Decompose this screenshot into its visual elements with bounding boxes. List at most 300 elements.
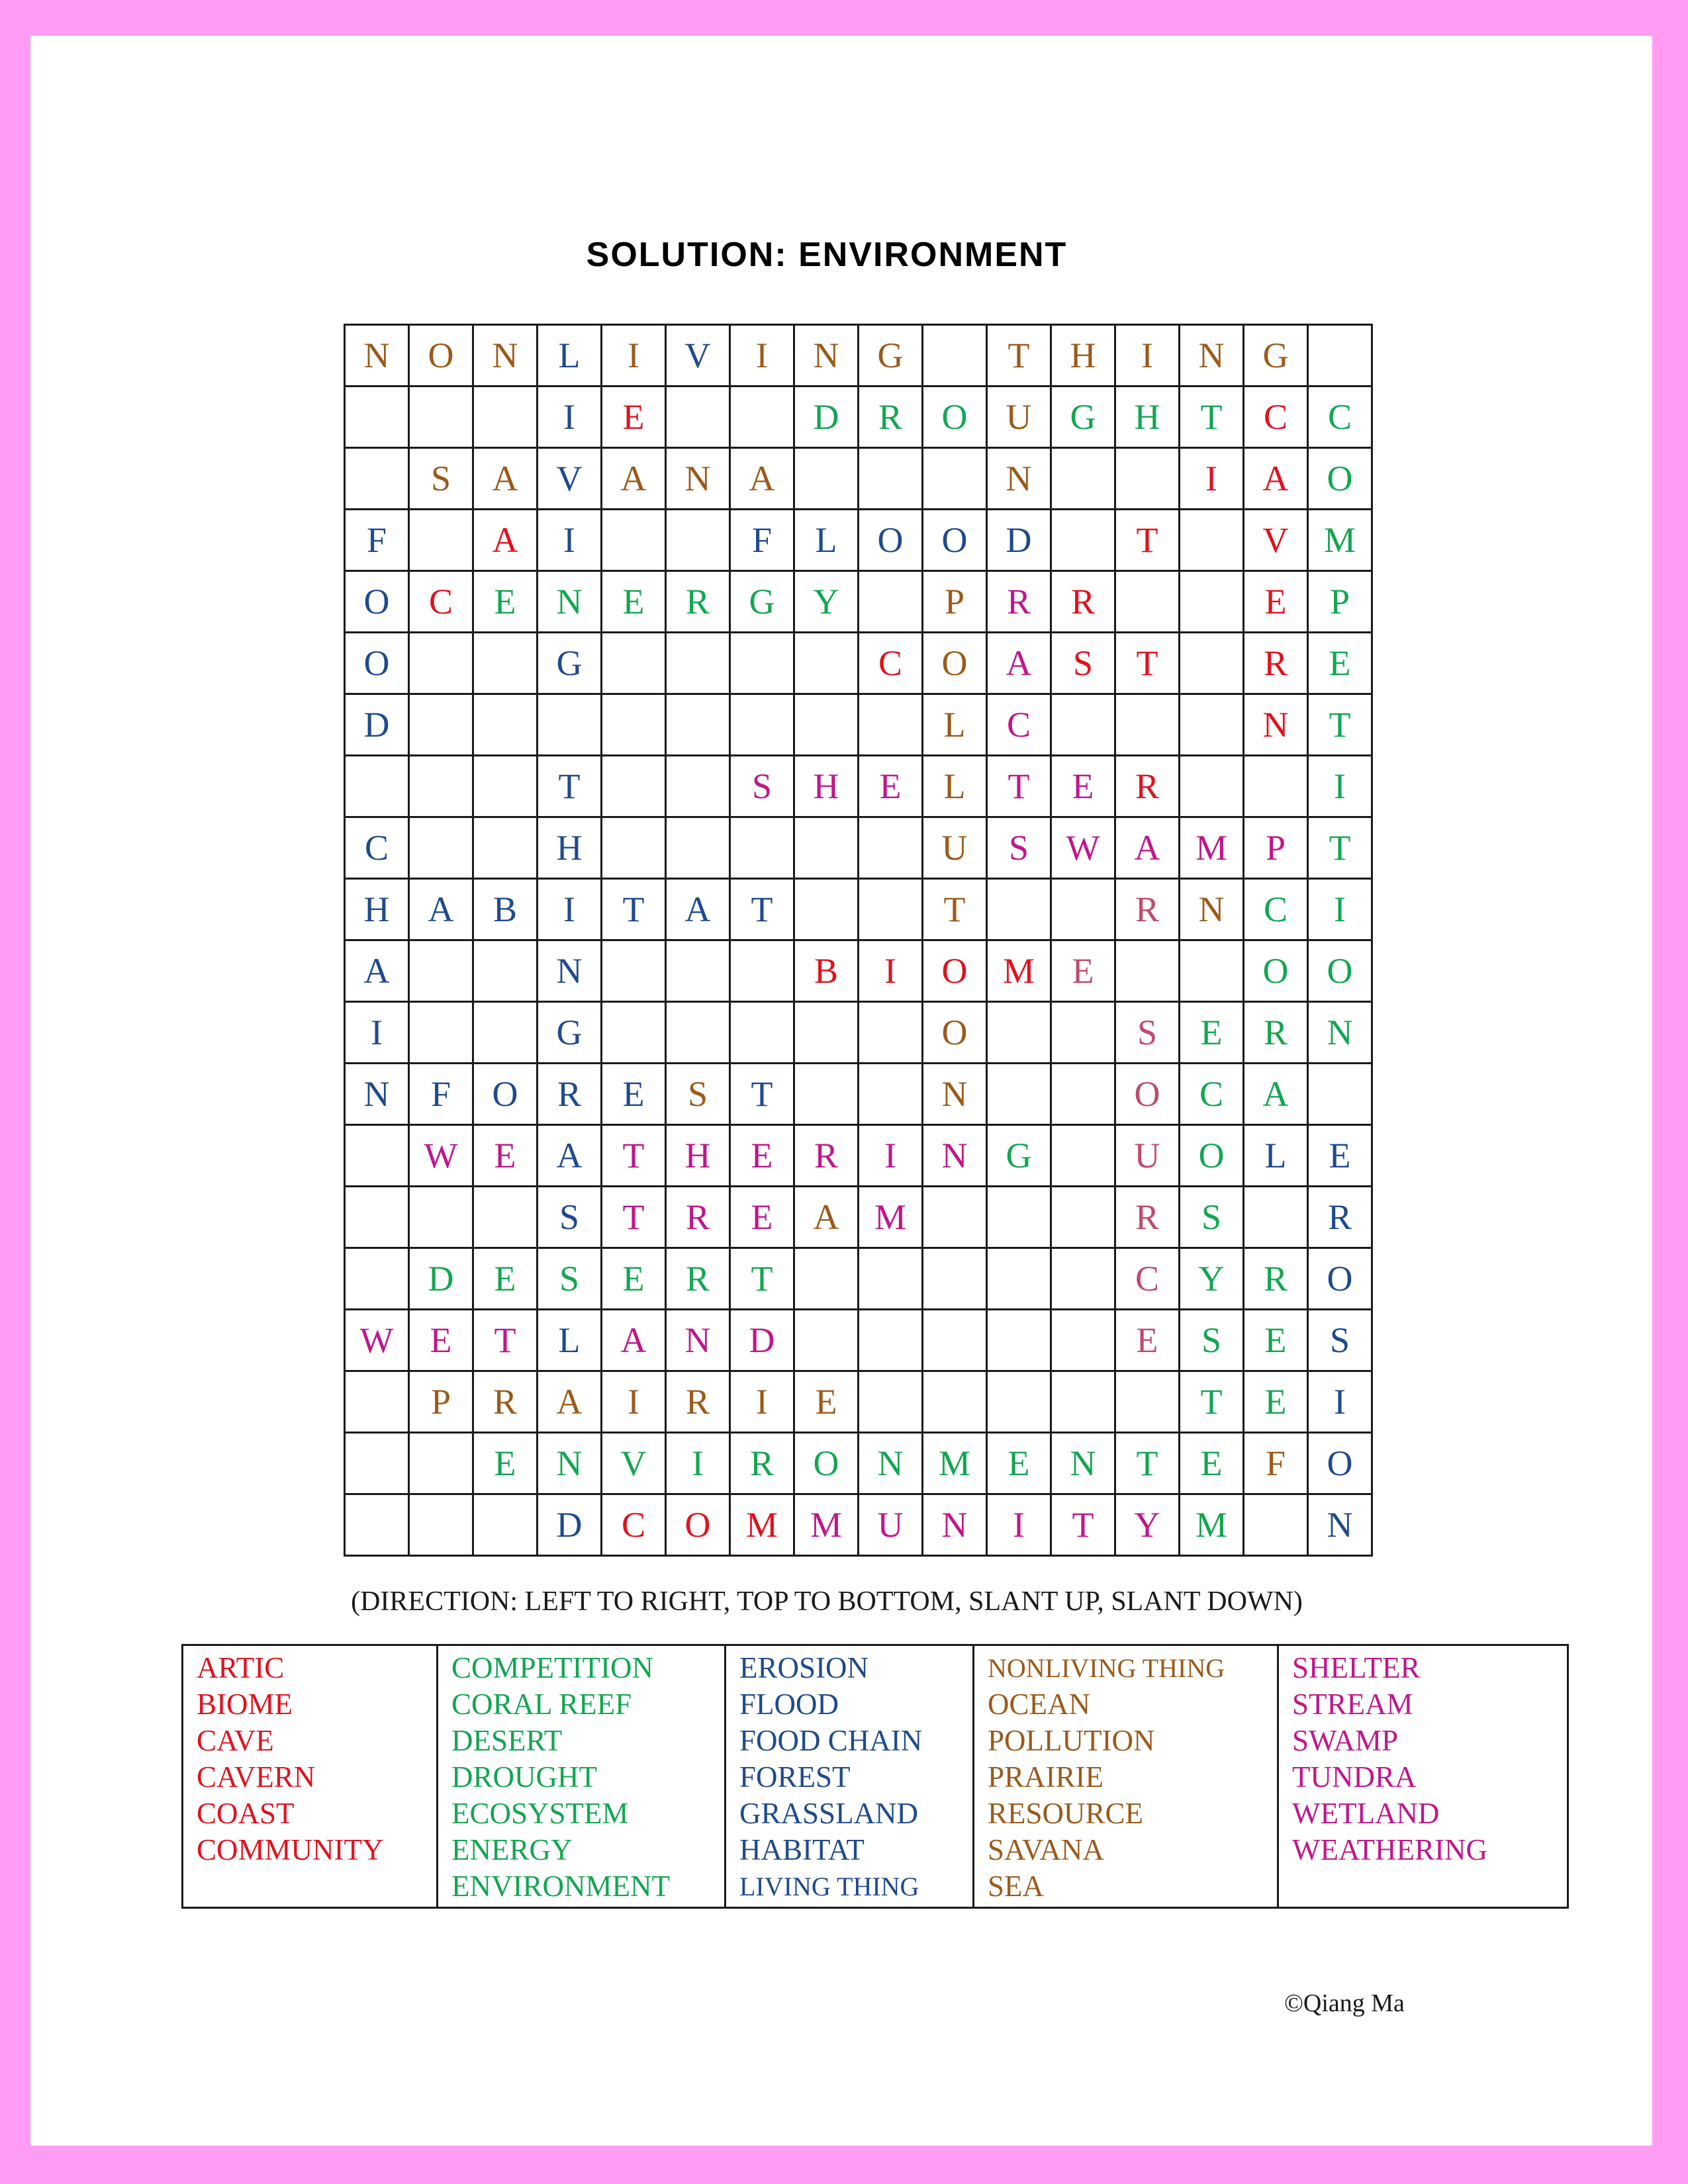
grid-cell (345, 1433, 409, 1494)
word-item: WETLAND (1292, 1797, 1440, 1830)
grid-cell (794, 817, 859, 879)
grid-cell: S (1308, 1310, 1372, 1371)
grid-cell: C (602, 1494, 666, 1556)
grid-cell: O (923, 387, 987, 448)
grid-cell (666, 694, 730, 756)
grid-cell (1244, 1494, 1308, 1556)
grid-cell: I (730, 325, 794, 387)
grid-cell (602, 694, 666, 756)
grid-cell: L (1244, 1125, 1308, 1187)
grid-cell: O (1115, 1064, 1180, 1125)
grid-cell: T (987, 756, 1051, 817)
grid-cell: T (473, 1310, 538, 1371)
grid-cell: M (859, 1187, 923, 1248)
grid-cell (987, 1064, 1051, 1125)
grid-cell: E (1244, 1371, 1308, 1433)
grid-cell: E (730, 1187, 794, 1248)
grid-cell: T (1180, 387, 1244, 448)
grid-cell (473, 756, 538, 817)
grid-cell (473, 817, 538, 879)
grid-cell (923, 1248, 987, 1310)
grid-cell: E (1244, 571, 1308, 633)
grid-cell: N (473, 325, 538, 387)
grid-cell: A (794, 1187, 859, 1248)
grid-row (345, 325, 1372, 387)
grid-cell: E (473, 571, 538, 633)
grid-cell: Y (1180, 1248, 1244, 1310)
grid-cell (473, 1187, 538, 1248)
grid-cell: N (345, 325, 409, 387)
grid-cell: A (602, 448, 666, 510)
grid-cell: A (1244, 448, 1308, 510)
grid-cell (409, 1433, 473, 1494)
grid-cell: E (602, 571, 666, 633)
grid-cell (666, 817, 730, 879)
grid-cell (473, 694, 538, 756)
word-item: STREAM (1292, 1688, 1413, 1721)
grid-cell (1051, 1310, 1115, 1371)
grid-cell: N (666, 448, 730, 510)
grid-cell (987, 1310, 1051, 1371)
grid-cell (923, 1371, 987, 1433)
grid-cell: S (730, 756, 794, 817)
grid-cell: N (538, 1433, 602, 1494)
grid-cell (473, 387, 538, 448)
grid-cell: O (345, 633, 409, 694)
grid-cell: A (409, 879, 473, 940)
grid-cell: N (666, 1310, 730, 1371)
grid-cell: R (1115, 879, 1180, 940)
grid-cell (1051, 1248, 1115, 1310)
grid-cell (794, 633, 859, 694)
grid-cell: O (1244, 940, 1308, 1002)
grid-cell: T (1115, 633, 1180, 694)
grid-cell: A (473, 448, 538, 510)
grid-cell (1051, 1064, 1115, 1125)
grid-cell: M (987, 940, 1051, 1002)
grid-cell: I (1115, 325, 1180, 387)
grid-row (345, 694, 1372, 756)
grid-cell: N (345, 1064, 409, 1125)
grid-cell: E (1051, 756, 1115, 817)
grid-cell: T (1308, 694, 1372, 756)
word-item: GRASSLAND (739, 1797, 919, 1830)
grid-cell: E (409, 1310, 473, 1371)
grid-cell: C (1180, 1064, 1244, 1125)
grid-cell: Y (794, 571, 859, 633)
grid-cell (1180, 571, 1244, 633)
grid-cell: O (923, 940, 987, 1002)
grid-cell: I (859, 940, 923, 1002)
grid-cell (1051, 448, 1115, 510)
grid-cell: R (730, 1433, 794, 1494)
grid-cell: W (1051, 817, 1115, 879)
word-item: OCEAN (988, 1688, 1090, 1721)
word-item: ENERGY (451, 1833, 573, 1866)
grid-cell: F (730, 510, 794, 571)
word-item: TUNDRA (1292, 1760, 1417, 1794)
grid-cell: S (987, 817, 1051, 879)
grid-cell: A (473, 510, 538, 571)
grid-cell (1308, 325, 1372, 387)
word-item: SWAMP (1292, 1724, 1399, 1757)
grid-cell (987, 1187, 1051, 1248)
grid-cell: L (538, 325, 602, 387)
grid-cell (859, 879, 923, 940)
grid-cell: R (1244, 633, 1308, 694)
grid-cell: D (345, 694, 409, 756)
grid-cell: E (473, 1433, 538, 1494)
grid-cell: M (1180, 1494, 1244, 1556)
grid-row (345, 1248, 1372, 1310)
grid-cell (1051, 1002, 1115, 1064)
grid-cell (987, 1371, 1051, 1433)
grid-cell: P (1244, 817, 1308, 879)
grid-cell: I (345, 1002, 409, 1064)
grid-cell: R (666, 1248, 730, 1310)
grid-cell: A (730, 448, 794, 510)
grid-cell: C (1244, 879, 1308, 940)
grid-cell: I (602, 1371, 666, 1433)
grid-row (345, 448, 1372, 510)
grid-cell: H (538, 817, 602, 879)
grid-cell (1180, 633, 1244, 694)
grid-cell (794, 1064, 859, 1125)
grid-cell (345, 1125, 409, 1187)
grid-cell (409, 510, 473, 571)
grid-cell: U (859, 1494, 923, 1556)
grid-cell (730, 694, 794, 756)
grid-cell (923, 1187, 987, 1248)
word-item: HABITAT (739, 1833, 865, 1866)
grid-cell (859, 1002, 923, 1064)
grid-cell (859, 571, 923, 633)
grid-cell (987, 1002, 1051, 1064)
grid-cell: N (923, 1125, 987, 1187)
grid-cell: A (1244, 1064, 1308, 1125)
grid-cell: O (1180, 1125, 1244, 1187)
grid-cell: T (1308, 817, 1372, 879)
word-column (183, 1645, 438, 1908)
grid-cell (1180, 694, 1244, 756)
grid-cell: G (538, 633, 602, 694)
grid-cell: E (473, 1125, 538, 1187)
grid-cell (859, 1248, 923, 1310)
grid-cell: A (666, 879, 730, 940)
grid-cell: L (923, 756, 987, 817)
grid-cell: I (730, 1371, 794, 1433)
grid-cell: Y (1115, 1494, 1180, 1556)
grid-cell (923, 448, 987, 510)
grid-cell: R (1308, 1187, 1372, 1248)
grid-cell: O (923, 510, 987, 571)
word-item: WEATHERING (1292, 1833, 1487, 1866)
grid-cell: S (666, 1064, 730, 1125)
grid-cell: O (794, 1433, 859, 1494)
grid-cell: E (987, 1433, 1051, 1494)
grid-cell: M (1308, 510, 1372, 571)
grid-cell (538, 694, 602, 756)
grid-cell: G (730, 571, 794, 633)
grid-row (345, 571, 1372, 633)
grid-cell (859, 694, 923, 756)
grid-cell: E (1308, 1125, 1372, 1187)
grid-cell: L (538, 1310, 602, 1371)
grid-cell: O (1308, 1433, 1372, 1494)
grid-cell (987, 879, 1051, 940)
grid-cell (923, 1310, 987, 1371)
grid-cell (473, 940, 538, 1002)
grid-cell: G (538, 1002, 602, 1064)
grid-cell: E (1180, 1433, 1244, 1494)
grid-cell: S (409, 448, 473, 510)
grid-cell: R (1244, 1002, 1308, 1064)
grid-cell (859, 1310, 923, 1371)
grid-cell: E (1180, 1002, 1244, 1064)
grid-cell: T (602, 1187, 666, 1248)
grid-cell (409, 694, 473, 756)
grid-cell: G (1244, 325, 1308, 387)
grid-cell: T (730, 1064, 794, 1125)
grid-cell: O (923, 633, 987, 694)
grid-cell: T (602, 879, 666, 940)
grid-cell: S (538, 1187, 602, 1248)
grid-cell: I (538, 510, 602, 571)
grid-cell: S (1051, 633, 1115, 694)
grid-cell (345, 1248, 409, 1310)
grid-cell: T (1115, 510, 1180, 571)
grid-cell: O (1308, 448, 1372, 510)
grid-cell: R (1244, 1248, 1308, 1310)
grid-cell: V (538, 448, 602, 510)
grid-cell: H (794, 756, 859, 817)
grid-cell (794, 1310, 859, 1371)
grid-cell (666, 633, 730, 694)
word-item: ENVIRONMENT (451, 1870, 670, 1903)
grid-cell: N (923, 1494, 987, 1556)
word-item: LIVING THING (739, 1872, 919, 1901)
grid-cell: R (987, 571, 1051, 633)
grid-cell (794, 1002, 859, 1064)
grid-cell: O (923, 1002, 987, 1064)
grid-cell: S (1180, 1310, 1244, 1371)
grid-cell (666, 756, 730, 817)
grid-cell: O (409, 325, 473, 387)
grid-cell: E (602, 1248, 666, 1310)
word-column (1278, 1645, 1568, 1908)
grid-row (345, 1187, 1372, 1248)
word-item: FOREST (739, 1760, 851, 1794)
grid-cell: A (987, 633, 1051, 694)
grid-cell: E (859, 756, 923, 817)
grid-cell: N (794, 325, 859, 387)
grid-cell: M (1180, 817, 1244, 879)
grid-cell (730, 1002, 794, 1064)
grid-cell: R (666, 571, 730, 633)
grid-cell (923, 325, 987, 387)
grid-cell (1180, 756, 1244, 817)
grid-cell: O (345, 571, 409, 633)
word-item: COMMUNITY (197, 1833, 384, 1866)
grid-cell: O (1308, 1248, 1372, 1310)
grid-cell: S (1115, 1002, 1180, 1064)
word-item: CAVERN (197, 1760, 316, 1794)
grid-cell: E (1244, 1310, 1308, 1371)
grid-cell: R (1051, 571, 1115, 633)
word-item: SEA (988, 1870, 1045, 1903)
grid-cell: E (794, 1371, 859, 1433)
grid-cell: U (923, 817, 987, 879)
grid-cell: N (859, 1433, 923, 1494)
grid-cell: R (666, 1187, 730, 1248)
grid-cell (345, 387, 409, 448)
grid-cell: C (1244, 387, 1308, 448)
word-column (438, 1645, 726, 1908)
word-item: ARTIC (197, 1651, 285, 1684)
copyright-text: ©Qiang Ma (1284, 1989, 1405, 2017)
grid-cell (1051, 1371, 1115, 1433)
grid-cell: T (1051, 1494, 1115, 1556)
grid-row (345, 879, 1372, 940)
grid-cell: G (1051, 387, 1115, 448)
grid-cell: I (1180, 448, 1244, 510)
grid-cell (1115, 571, 1180, 633)
word-item: SAVANA (988, 1833, 1104, 1866)
grid-cell (1115, 940, 1180, 1002)
grid-cell (730, 387, 794, 448)
grid-row (345, 387, 1372, 448)
grid-cell: P (923, 571, 987, 633)
grid-row (345, 756, 1372, 817)
grid-cell: N (538, 571, 602, 633)
word-item: DROUGHT (451, 1760, 597, 1794)
word-search-grid (344, 324, 1373, 1557)
grid-cell (1115, 448, 1180, 510)
grid-cell (409, 387, 473, 448)
grid-cell: R (538, 1064, 602, 1125)
grid-cell (602, 756, 666, 817)
grid-cell: V (602, 1433, 666, 1494)
grid-cell: A (345, 940, 409, 1002)
grid-cell: T (923, 879, 987, 940)
grid-cell: C (1308, 387, 1372, 448)
grid-cell (987, 1248, 1051, 1310)
word-item: SHELTER (1292, 1651, 1421, 1684)
grid-cell (602, 510, 666, 571)
word-item: ECOSYSTEM (451, 1797, 629, 1830)
grid-cell: W (409, 1125, 473, 1187)
grid-cell (1244, 756, 1308, 817)
grid-cell (666, 510, 730, 571)
grid-cell (1115, 694, 1180, 756)
grid-cell: T (602, 1125, 666, 1187)
word-list (181, 1644, 1569, 1909)
grid-row (345, 817, 1372, 879)
word-item: NONLIVING THING (988, 1653, 1225, 1683)
grid-cell: I (987, 1494, 1051, 1556)
grid-cell (409, 756, 473, 817)
grid-cell (602, 940, 666, 1002)
grid-row (345, 1002, 1372, 1064)
grid-cell: L (794, 510, 859, 571)
grid-cell: E (473, 1248, 538, 1310)
grid-cell (602, 817, 666, 879)
grid-cell: I (538, 879, 602, 940)
grid-cell: N (1244, 694, 1308, 756)
grid-cell: T (730, 879, 794, 940)
grid-cell: R (859, 387, 923, 448)
grid-cell: O (859, 510, 923, 571)
grid-row (345, 1125, 1372, 1187)
grid-cell: C (409, 571, 473, 633)
word-item: FOOD CHAIN (739, 1724, 923, 1757)
word-item: CORAL REEF (451, 1688, 632, 1721)
word-column (974, 1645, 1278, 1908)
grid-cell (409, 1494, 473, 1556)
word-item: FLOOD (739, 1688, 839, 1721)
word-item: DESERT (451, 1724, 563, 1757)
grid-cell: P (409, 1371, 473, 1433)
grid-cell: G (987, 1125, 1051, 1187)
grid-cell: N (1308, 1002, 1372, 1064)
grid-cell (1180, 510, 1244, 571)
grid-cell: F (1244, 1433, 1308, 1494)
grid-cell (409, 1187, 473, 1248)
grid-cell: T (730, 1248, 794, 1310)
grid-cell: H (345, 879, 409, 940)
grid-cell: F (409, 1064, 473, 1125)
grid-cell: A (1115, 817, 1180, 879)
grid-cell (409, 1002, 473, 1064)
grid-cell (1244, 1187, 1308, 1248)
grid-cell: R (473, 1371, 538, 1433)
grid-cell: N (1180, 879, 1244, 940)
grid-row (345, 510, 1372, 571)
grid-cell (730, 940, 794, 1002)
grid-cell (409, 817, 473, 879)
grid-cell (794, 694, 859, 756)
direction-note: (DIRECTION: LEFT TO RIGHT, TOP TO BOTTOM, SLANT UP, SLANT DOWN) (351, 1586, 1303, 1617)
grid-cell: G (859, 325, 923, 387)
grid-cell: E (602, 1064, 666, 1125)
grid-cell: E (730, 1125, 794, 1187)
grid-cell: P (1308, 571, 1372, 633)
grid-cell (859, 1371, 923, 1433)
grid-cell (345, 756, 409, 817)
grid-cell (1308, 1064, 1372, 1125)
grid-cell: T (987, 325, 1051, 387)
grid-cell: C (987, 694, 1051, 756)
grid-cell (345, 1371, 409, 1433)
grid-cell: R (1115, 1187, 1180, 1248)
grid-cell (730, 817, 794, 879)
grid-cell (473, 1002, 538, 1064)
grid-cell (1180, 940, 1244, 1002)
page-title: SOLUTION: ENVIRONMENT (586, 236, 1068, 274)
grid-cell: A (538, 1125, 602, 1187)
grid-cell: C (1115, 1248, 1180, 1310)
word-item: EROSION (739, 1651, 869, 1684)
grid-cell: B (473, 879, 538, 940)
grid-cell (666, 387, 730, 448)
grid-row (345, 1371, 1372, 1433)
grid-cell: N (538, 940, 602, 1002)
grid-cell (602, 633, 666, 694)
grid-cell: D (538, 1494, 602, 1556)
grid-cell (730, 633, 794, 694)
grid-cell: I (1308, 756, 1372, 817)
grid-cell (1051, 879, 1115, 940)
